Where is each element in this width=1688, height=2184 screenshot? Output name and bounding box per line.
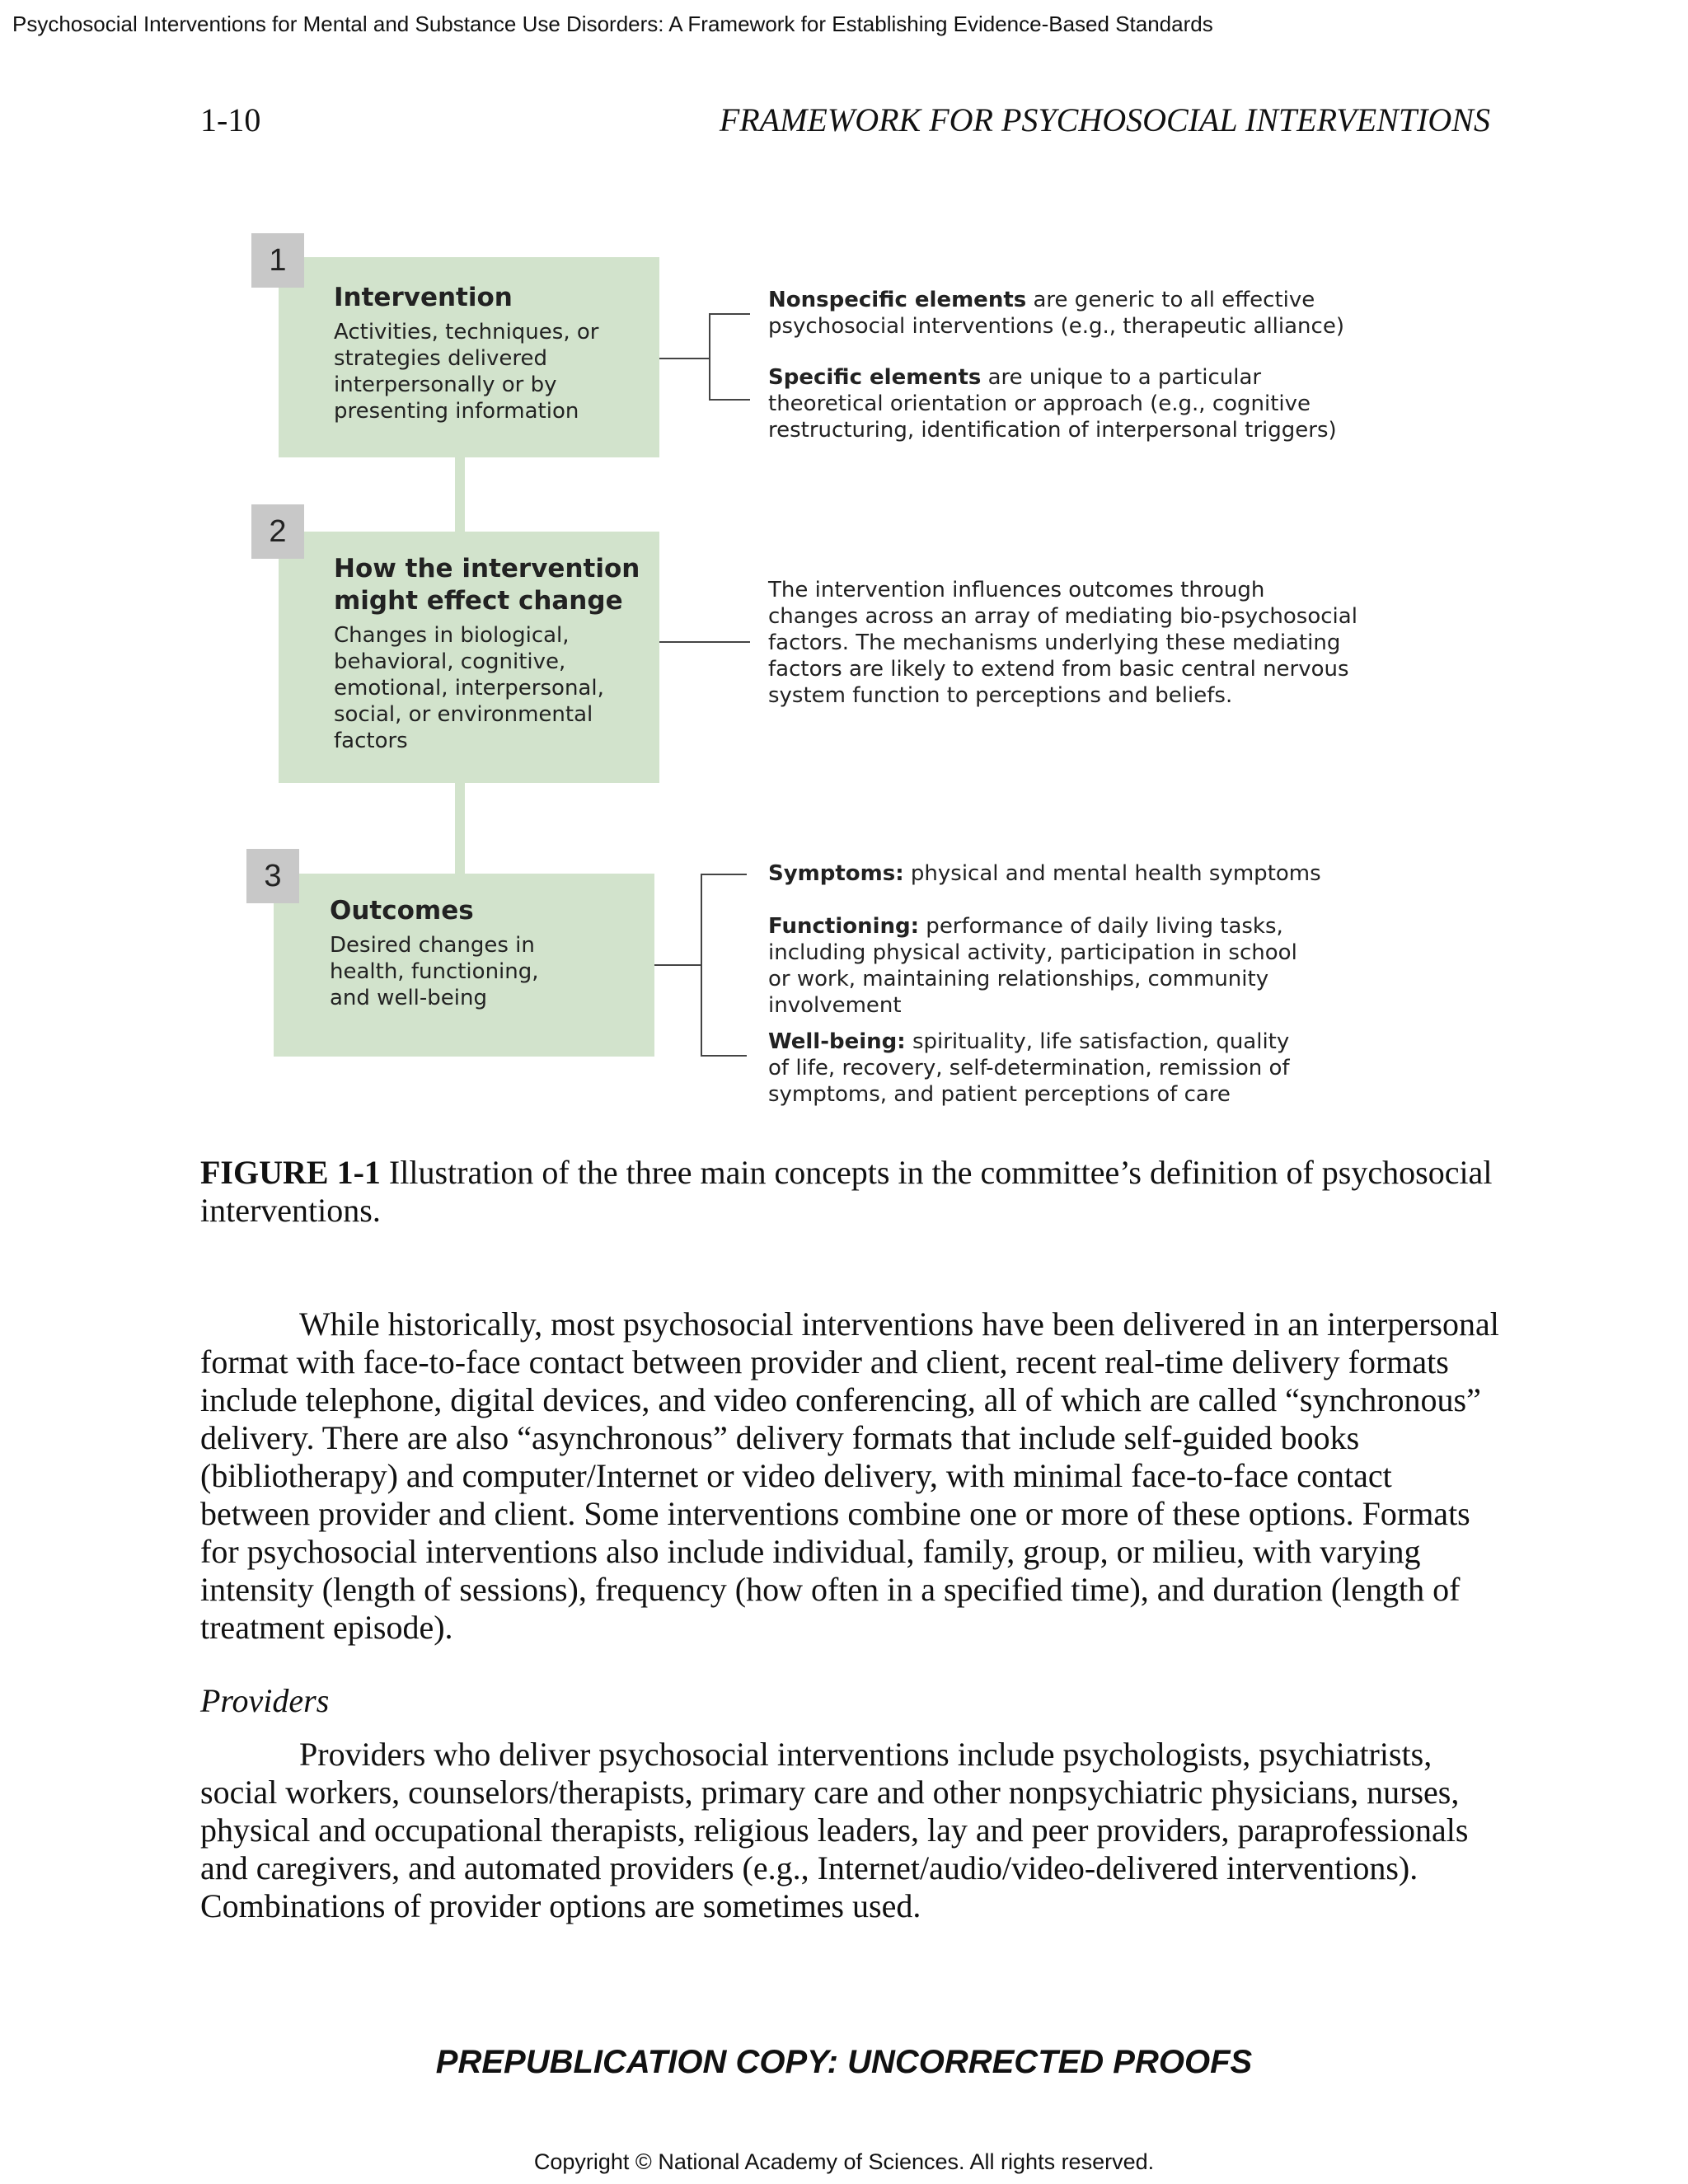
- connector-line: [654, 964, 701, 966]
- detail-term: Well-being:: [768, 1029, 906, 1054]
- detail-nonspecific: [768, 287, 1344, 340]
- step-1-title: Intervention: [334, 283, 513, 312]
- detail-well-being: [768, 1029, 1290, 1108]
- connector-line: [659, 641, 750, 643]
- caption-label: FIGURE 1-1: [200, 1154, 381, 1191]
- step-3-box: [274, 874, 654, 1057]
- step-1-box: [279, 257, 659, 457]
- detail-mechanism: [768, 577, 1357, 709]
- copyright-notice: Copyright © National Academy of Sciences. All rights reserved.: [533, 2149, 1155, 2174]
- detail-term: Specific elements: [768, 365, 982, 390]
- detail-functioning: [768, 913, 1297, 1019]
- step-connector: [455, 457, 465, 532]
- detail-text: are unique to a particular theoretical orientation or approach (e.g., cognitive restructuring, identification of interpersonal triggers): [768, 365, 1337, 443]
- step-2-description: Changes in biological, behavioral, cognitive, emotional, interpersonal, social, or environmental factors: [334, 623, 604, 753]
- connector-line: [701, 1055, 747, 1057]
- connector-line: [701, 874, 702, 1057]
- prepublication-notice: PREPUBLICATION COPY: UNCORRECTED PROOFS: [435, 2044, 1253, 2080]
- detail-symptoms: [768, 860, 1321, 887]
- figure-caption: [200, 1154, 1503, 1230]
- detail-text: physical and mental health symptoms: [903, 861, 1321, 886]
- caption-text: Illustration of the three main concepts in the committee’s definition of psychosocial interventions.: [200, 1154, 1493, 1229]
- detail-text: performance of daily living tasks, including physical activity, participation in school or work, maintaining relationships, community involvement: [768, 914, 1297, 1018]
- running-title: FRAMEWORK FOR PSYCHOSOCIAL INTERVENTIONS: [719, 101, 1490, 138]
- connector-line: [709, 313, 710, 401]
- connector-line: [709, 399, 750, 401]
- body-paragraph-1: While historically, most psychosocial interventions have been delivered in an interpersonal format with face-to-face contact between provider and client, recent real-time delivery formats include telephone, digital devices, and video conferencing, all of which are called “synchronous” delivery. There are also “asynchronous” delivery formats that include self-guided books (bibliotherapy) and computer/Internet or video delivery, with minimal face-to-face contact between provider and client. Some interventions combine one or more of these options. Formats for psychosocial interventions also include individual, family, group, or milieu, with varying intensity (length of sessions), frequency (how often in a specified time), and duration (length of treatment episode).: [200, 1305, 1499, 1646]
- detail-text: The intervention influences outcomes through changes across an array of mediating bio-psychosocial factors. The mechanisms underlying these mediating factors are likely to extend from basic central nervous system function to perceptions and beliefs.: [768, 578, 1357, 708]
- body-paragraph-2: Providers who deliver psychosocial interventions include psychologists, psychiatrists, social workers, counselors/therapists, primary care and other nonpsychiatric physicians, nurses, physical and occupational therapists, religious leaders, lay and peer providers, paraprofessionals and caregivers, and automated providers (e.g., Internet/audio/video-delivered interventions). Combinations of provider options are sometimes used.: [200, 1736, 1469, 1924]
- connector-line: [709, 313, 750, 315]
- connector-line: [701, 874, 747, 875]
- step-1-number: 1: [251, 233, 304, 288]
- step-3-description: Desired changes in health, functioning, and well-being: [330, 933, 539, 1010]
- step-2-title: How the intervention might effect change: [334, 554, 640, 616]
- connector-line: [659, 358, 709, 359]
- detail-text: spirituality, life satisfaction, quality of life, recovery, self-determination, remission of symptoms, and patient perceptions of care: [768, 1029, 1290, 1107]
- step-connector: [455, 783, 465, 874]
- detail-specific: [768, 364, 1337, 443]
- step-1-description: Activities, techniques, or strategies delivered interpersonally or by presenting information: [334, 320, 599, 424]
- step-3-title: Outcomes: [330, 896, 474, 926]
- document-title: Psychosocial Interventions for Mental and Substance Use Disorders: A Framework for Establishing Evidence-Based Standards: [12, 12, 1213, 36]
- step-2-number: 2: [251, 504, 304, 559]
- detail-term: Nonspecific elements: [768, 288, 1027, 312]
- section-subheading: Providers: [200, 1682, 330, 1719]
- detail-term: Functioning:: [768, 914, 920, 939]
- page-number: 1-10: [200, 101, 261, 138]
- step-3-number: 3: [246, 849, 299, 903]
- step-2-box: [279, 532, 659, 783]
- detail-term: Symptoms:: [768, 861, 904, 886]
- detail-text: are generic to all effective psychosocial interventions (e.g., therapeutic alliance): [768, 288, 1344, 339]
